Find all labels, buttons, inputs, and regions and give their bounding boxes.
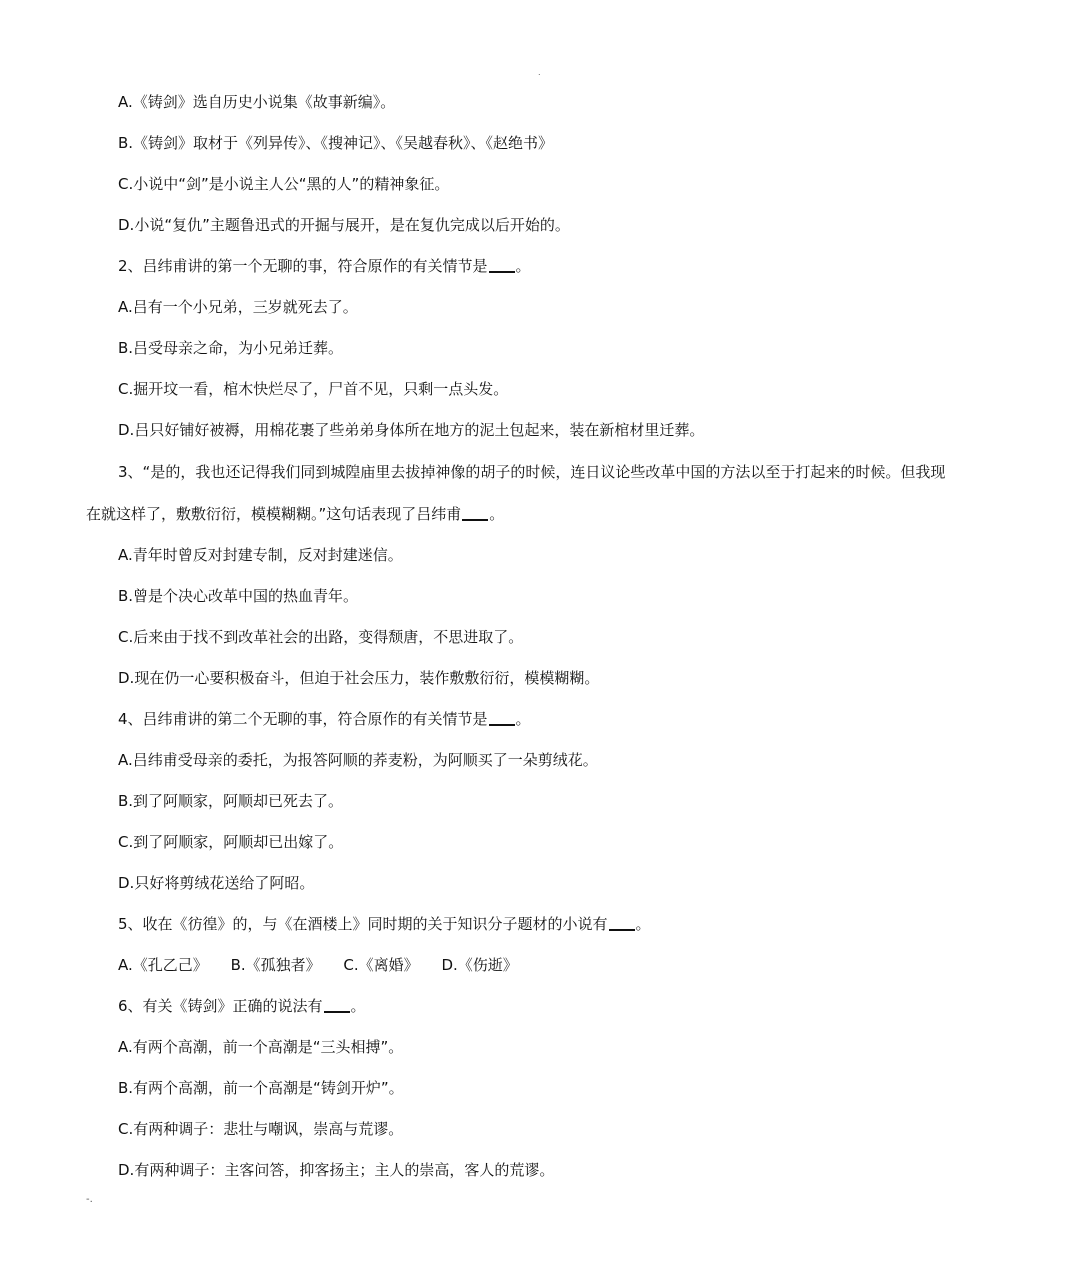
answer-blank: [489, 723, 515, 726]
answer-blank: [324, 1010, 350, 1013]
q3-option-d: D.现在仍一心要积极奋斗，但迫于社会压力，装作敷敷衍衍，模模糊糊。: [118, 669, 600, 687]
answer-blank: [489, 270, 515, 273]
q2-stem-text: 2、吕纬甫讲的第一个无聊的事，符合原作的有关情节是: [118, 257, 488, 275]
answer-blank: [609, 928, 635, 931]
q4-option-d: D.只好将剪绒花送给了阿昭。: [118, 874, 315, 892]
q4-option-b: B.到了阿顺家，阿顺却已死去了。: [118, 792, 344, 810]
q4-stem: [118, 709, 1020, 729]
q1-option-c: C.小说中“剑”是小说主人公“黑的人”的精神象征。: [118, 175, 450, 193]
answer-blank: [462, 518, 488, 521]
q6-option-d: D.有两种调子：主客问答，抑客扬主；主人的崇高，客人的荒谬。: [118, 1161, 555, 1179]
q3-stem-line2: [86, 504, 1020, 524]
q6-option-c: C.有两种调子：悲壮与嘲讽，崇高与荒谬。: [118, 1120, 404, 1138]
q3-option-c: C.后来由于找不到改革社会的出路，变得颓唐，不思进取了。: [118, 628, 524, 646]
q5-option-c: C.《离婚》: [343, 956, 419, 974]
q2-option-c: C.掘开坟一看，棺木快烂尽了，尸首不见，只剩一点头发。: [118, 380, 509, 398]
q3-option-b: B.曾是个决心改革中国的热血青年。: [118, 587, 359, 605]
header-mark: .: [538, 68, 541, 77]
q4-stem-text: 4、吕纬甫讲的第二个无聊的事，符合原作的有关情节是: [118, 710, 488, 728]
q6-stem-text: 6、有关《铸剑》正确的说法有: [118, 997, 323, 1015]
q4-option-a: A.吕纬甫受母亲的委托，为报答阿顺的荞麦粉，为阿顺买了一朵剪绒花。: [118, 751, 598, 769]
q4-stem-suffix: 。: [515, 710, 531, 728]
q4-option-c: C.到了阿顺家，阿顺却已出嫁了。: [118, 833, 344, 851]
q1-option-b: B.《铸剑》取材于《列异传》、《搜神记》、《吴越春秋》、《赵绝书》: [118, 134, 554, 152]
q2-option-b: B.吕受母亲之命，为小兄弟迁葬。: [118, 339, 344, 357]
q2-option-a: A.吕有一个小兄弟，三岁就死去了。: [118, 298, 358, 316]
q3-stem-suffix: 。: [489, 505, 505, 523]
q1-option-d: D.小说“复仇”主题鲁迅式的开掘与展开，是在复仇完成以后开始的。: [118, 216, 570, 234]
q5-option-b: B.《孤独者》: [230, 956, 321, 974]
q5-option-d: D.《伤逝》: [441, 956, 518, 974]
q6-stem: [118, 996, 1020, 1016]
footer-mark: -.: [86, 1194, 93, 1205]
q6-option-b: B.有两个高潮，前一个高潮是“铸剑开炉”。: [118, 1079, 404, 1097]
q2-stem-suffix: 。: [515, 257, 531, 275]
q5-stem-suffix: 。: [635, 915, 651, 933]
q5-options: [118, 955, 1020, 975]
q2-stem: [118, 256, 1020, 276]
q3-option-a: A.青年时曾反对封建专制，反对封建迷信。: [118, 546, 403, 564]
q1-option-a: A.《铸剑》选自历史小说集《故事新编》。: [118, 93, 396, 111]
q2-option-d: D.吕只好铺好被褥，用棉花裹了些弟弟身体所在地方的泥土包起来，装在新棺材里迁葬。: [118, 421, 705, 439]
q6-stem-suffix: 。: [350, 997, 366, 1015]
q6-option-a: A.有两个高潮，前一个高潮是“三头相搏”。: [118, 1038, 404, 1056]
q3-stem-text: 在就这样了，敷敷衍衍，模模糊糊。”这句话表现了吕纬甫: [86, 505, 462, 523]
q5-option-a: A.《孔乙己》: [118, 956, 208, 974]
q5-stem-text: 5、收在《彷徨》的，与《在酒楼上》同时期的关于知识分子题材的小说有: [118, 915, 608, 933]
q5-stem: [118, 914, 1020, 934]
q3-stem-line1: 3、“是的，我也还记得我们同到城隍庙里去拔掉神像的胡子的时候，连日议论些改革中国的方法以至于打起来的时候。但我现: [118, 463, 946, 481]
